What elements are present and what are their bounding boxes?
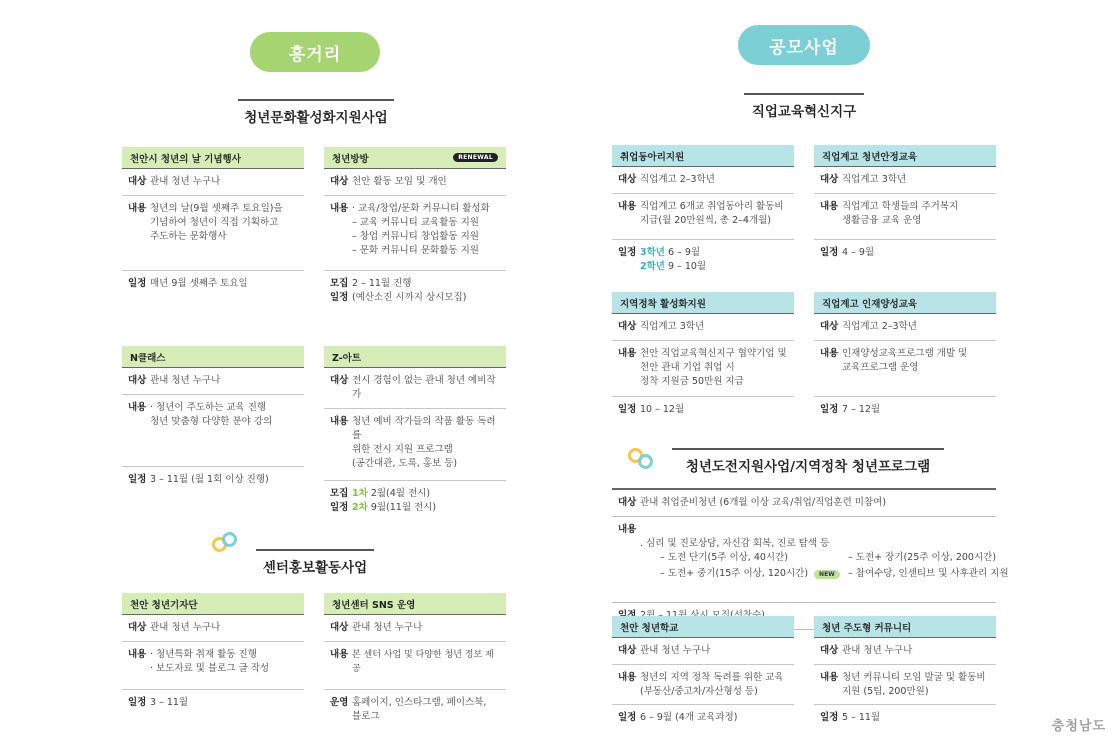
row-content: 내용 · 교육/창업/문화 커뮤니티 활성화 – 교육 커뮤니티 교육활동 지원 – 창업 커뮤니티 창업활동 지원 – 문화 커뮤니티 문화활동 지원 (324, 196, 506, 271)
row-schedule: 일정 매년 9월 셋째주 토요일 (128, 278, 248, 289)
card-sns-operation (324, 593, 506, 730)
program-item: – 참여수당, 인센티브 및 사후관리 지원 (848, 568, 1009, 579)
row-schedule: 일정 3학년 6 – 9월 2학년 9 – 10월 (618, 247, 707, 272)
row-schedule: 일정 5 – 11월 (820, 712, 881, 723)
row-schedule: 일정 3 – 11월 (월 1회 이상 진행) (128, 474, 269, 485)
row-target: 대상 관내 청년 누구나 (122, 368, 304, 395)
card-title: 직업계고 인재양성교육 (814, 292, 996, 314)
title-divider (238, 99, 394, 101)
category-pill-contest: 공모사업 (738, 25, 870, 65)
row-target: 대상 관내 청년 누구나 (612, 638, 794, 665)
card-title: 취업동아리지원 (612, 145, 794, 167)
section-title-challenge: 청년도전지원사업/지역정착 청년프로그램 (672, 455, 944, 475)
card-youth-school (612, 616, 794, 731)
row-target: 대상 직업계고 3학년 (612, 314, 794, 341)
title-divider (256, 549, 374, 551)
renewal-badge: RENEWAL (453, 153, 498, 162)
rings-icon (212, 532, 242, 554)
row-target: 대상 관내 청년 누구나 (814, 638, 996, 665)
rings-icon (628, 448, 658, 470)
row-operation: 운영 홈페이지, 인스타그램, 페이스북, 블로그 (330, 697, 487, 722)
section-title-vocational: 직업교육혁신지구 (744, 100, 864, 120)
card-title: 청년방방 RENEWAL (324, 147, 506, 169)
row-content: 내용 직업계고 6개교 취업동아리 활동비 지급(월 20만원씩, 총 2–4개월) (612, 194, 794, 240)
challenge-program-details (612, 488, 1009, 630)
row-target: 대상 관내 취업준비청년 (6개월 이상 교육/취업/직업훈련 미참여) (612, 490, 996, 517)
title-divider (744, 93, 864, 95)
row-content: 내용 · 청년특화 취재 활동 진행 · 보도자료 및 블로그 글 작성 (122, 642, 304, 690)
row-schedule: 모집 일정 1차 2월(4월 전시) 2차 9월(11월 전시) (330, 488, 437, 513)
card-n-class (122, 346, 304, 493)
card-title: 청년센터 SNS 운영 (324, 593, 506, 615)
row-target: 대상 직업계고 2–3학년 (814, 314, 996, 341)
card-title: 지역정착 활성화지원 (612, 292, 794, 314)
watermark: 충청남도 (1051, 719, 1106, 734)
row-target: 대상 직업계고 3학년 (814, 167, 996, 194)
card-youth-bangbang (324, 147, 506, 311)
card-title: 직업계고 청년안정교육 (814, 145, 996, 167)
card-youth-reporters (122, 593, 304, 716)
row-content: 내용 인재양성교육프로그램 개발 및 교육프로그램 운영 (814, 341, 996, 397)
row-schedule: 모집 일정 2 – 11월 진행 (예산소진 시까지 상시모집) (330, 278, 467, 303)
new-badge: NEW (814, 570, 840, 579)
card-title: 천안 청년학교 (612, 616, 794, 638)
card-stability-education (814, 145, 996, 266)
card-youth-day-event (122, 147, 304, 297)
category-pill-heunggeori: 흥거리 (250, 32, 380, 72)
row-schedule: 일정 7 – 12월 (820, 404, 881, 415)
row-target: 대상 직업계고 2–3학년 (612, 167, 794, 194)
program-item: – 도전 단기(5주 이상, 40시간) (660, 552, 788, 563)
card-job-club-support (612, 145, 794, 280)
card-title: 청년 주도형 커뮤니티 (814, 616, 996, 638)
program-item: – 도전+ 장기(25주 이상, 200시간) (848, 552, 997, 563)
row-target: 대상 관내 청년 누구나 (324, 615, 506, 642)
row-content: 내용 본 센터 사업 및 다양한 청년 정보 제공 (324, 642, 506, 690)
card-title: 천안시 청년의 날 기념행사 (122, 147, 304, 169)
program-item: – 도전+ 중기(15주 이상, 120시간) NEW (660, 567, 848, 582)
row-content: 내용 청년의 지역 정착 독려를 위한 교육 (부동산/중고차/자산형성 등) (612, 665, 794, 705)
row-target: 대상 전시 경험이 없는 관내 청년 예비작가 (324, 368, 506, 409)
row-content: 내용 · 청년이 주도하는 교육 진행 청년 맞춤형 다양한 분야 강의 (122, 395, 304, 467)
section-title-culture: 청년문화활성화지원사업 (238, 106, 394, 126)
row-schedule: 일정 3 – 11월 (128, 697, 189, 708)
row-content: 내용 천안 직업교육혁신지구 협약기업 및 천안 관내 기업 취업 시 정착 지원금 50만원 지급 (612, 341, 794, 397)
row-schedule: 일정 4 – 9월 (820, 247, 875, 258)
title-divider (672, 448, 944, 450)
card-title: Z-아트 (324, 346, 506, 368)
card-title: N클래스 (122, 346, 304, 368)
row-content: 내용 . 심리 및 진로상담, 자신감 회복, 진로 탐색 등 – 도전 단기(5주 이상, 40시간) – 도전+ 장기(25주 이상, 200시간) – 도전+ 중기(15주 이상, 120시간) NEW – 참여수당, 인센티브 및 사후관리 지원 (612, 517, 996, 603)
row-content: 내용 직업계고 학생들의 주거복지 생활금융 교육 운영 (814, 194, 996, 240)
row-content: 내용 청년 커뮤니티 모임 발굴 및 활동비 지원 (5팀, 200만원) (814, 665, 996, 705)
card-youth-community (814, 616, 996, 731)
card-title: 천안 청년기자단 (122, 593, 304, 615)
section-title-promotion: 센터홍보활동사업 (256, 556, 374, 576)
card-local-settlement (612, 292, 794, 423)
row-target: 대상 관내 청년 누구나 (122, 169, 304, 196)
card-z-art (324, 346, 506, 521)
row-schedule: 일정 6 – 9월 (4개 교육과정) (618, 712, 738, 723)
card-talent-education (814, 292, 996, 423)
row-schedule: 일정 10 – 12월 (618, 404, 685, 415)
row-content: 내용 청년의 날(9월 셋째주 토요일)을 기념하여 청년이 직접 기획하고 주도하는 문화행사 (122, 196, 304, 271)
row-target: 대상 천안 활동 모임 및 개인 (324, 169, 506, 196)
row-content: 내용 청년 예비 작가들의 작품 활동 독려를 위한 전시 지원 프로그램 (공간대관, 도록, 홍보 등) (324, 409, 506, 481)
row-target: 대상 관내 청년 누구나 (122, 615, 304, 642)
